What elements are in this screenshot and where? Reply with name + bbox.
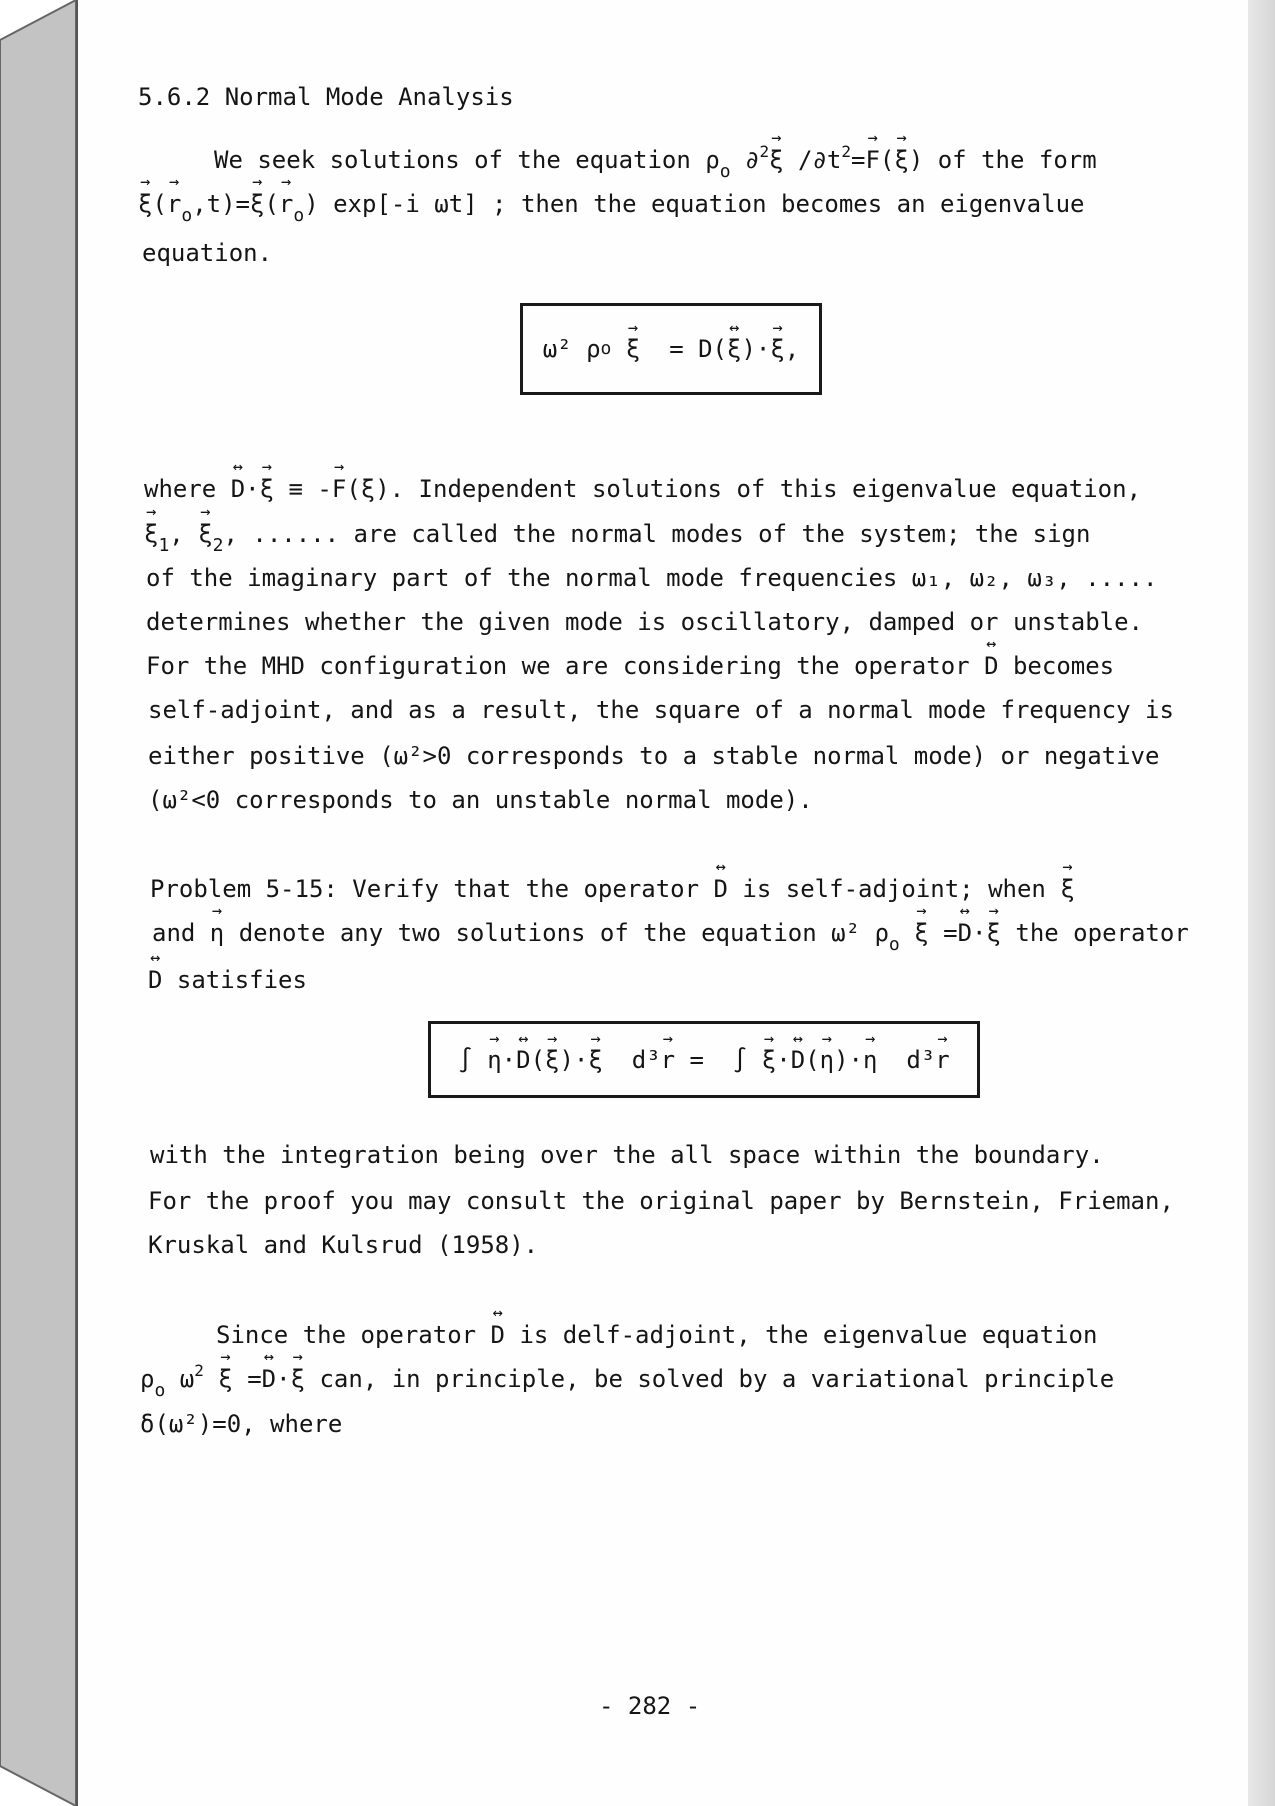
boxed-equation-self-adjoint: ∫ → η · ↔ D ( → ξ )· → ξ d³ → r = ∫ → ξ · ↔ D ( → η )· → η d³ → r (428, 1021, 980, 1098)
para2-line7: either positive (ω²>0 corresponds to a stable normal mode) or negative (148, 742, 1160, 770)
page-number: - 282 - (599, 1692, 701, 1720)
problem-line2: and → η denote any two solutions of the equation ω² $\rho_o \to \xi$ =↔ D·→ ξ the operator (152, 918, 1189, 948)
para1-line2: → $\xi(\to r_o,t)=\to \xi(\to r_o)$ exp[-i ωt] ; then the equation becomes an eigenvalue (138, 189, 1084, 219)
para2-line4: determines whether the given mode is oscillatory, damped or unstable. (146, 608, 1143, 636)
para2-line1: where ↔ D·→ ξ ≡ -→ F(ξ). Independent solutions of this eigenvalue equation, (144, 474, 1141, 504)
para3-line1: with the integration being over the all space within the boundary. (150, 1141, 1104, 1169)
para1-line1: We seek solutions of the equation $\rho_o$ ∂$^2$→ ξ $/\partial t^2=\to F(\to \xi)$ of the form (214, 145, 1097, 175)
para4-line3: δ(ω²)=0, where (140, 1410, 343, 1438)
para2-line8: (ω²<0 corresponds to an unstable normal mode). (148, 786, 813, 814)
para1-line3: equation. (142, 239, 273, 267)
para2-line5: For the MHD configuration we are considering the operator ↔ D becomes (146, 651, 1114, 681)
page (76, 0, 1248, 1806)
para3-line3: Kruskal and Kulsrud (1958). (148, 1231, 539, 1259)
para3-line2: For the proof you may consult the original paper by Bernstein, Frieman, (148, 1187, 1174, 1215)
para2-line3: of the imaginary part of the normal mode frequencies ω₁, ω₂, ω₃, ..... (146, 564, 1158, 592)
para4-line1: Since the operator ↔ D is delf-adjoint, the eigenvalue equation (216, 1320, 1097, 1350)
problem-line3: ↔ D satisfies (148, 965, 307, 995)
boxed-equation-eigenvalue: ω² ρ o → ξ = D( ↔ ξ )· → ξ , (520, 303, 822, 395)
page-edge (1246, 0, 1275, 1806)
para2-line6: self-adjoint, and as a result, the square of a normal mode frequency is (148, 696, 1174, 724)
book-spine (0, 0, 80, 1806)
para4-line2: $\rho_o$ $\omega^2 \to \xi$ =↔ D·→ ξ can, in principle, be solved by a variational principle (140, 1364, 1114, 1394)
problem-line1: Problem 5-15: Verify that the operator ↔ D is self-adjoint; when → ξ (150, 874, 1075, 904)
para2-line2: → $\xi_1$, → $\xi_2$, ...... are called the normal modes of the system; the sign (144, 519, 1090, 549)
section-heading: 5.6.2 Normal Mode Analysis (138, 83, 514, 111)
